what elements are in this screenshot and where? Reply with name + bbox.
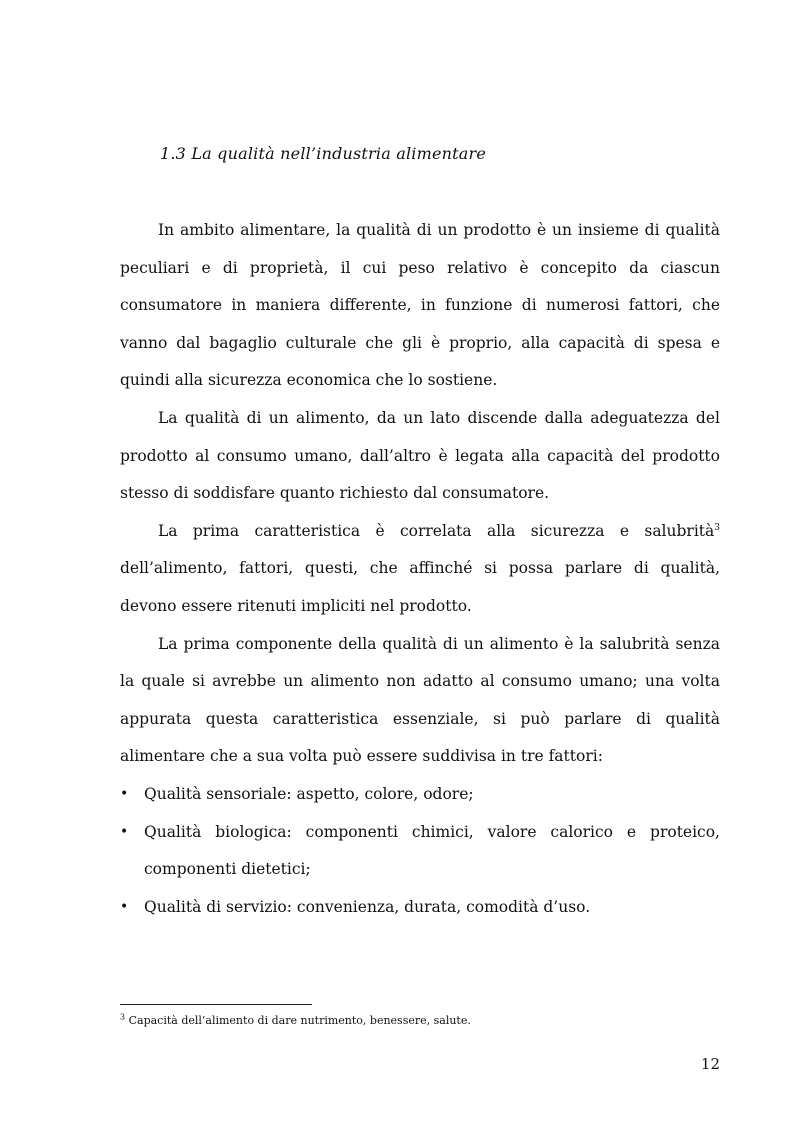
footnote-number: 3 <box>120 1012 126 1022</box>
footnote-divider <box>120 1004 312 1005</box>
bullet-icon: • <box>120 898 129 915</box>
body-text <box>120 212 720 926</box>
footnote-reference[interactable]: 3 <box>714 522 720 533</box>
paragraph-2: La qualità di un alimento, da un lato discende dalla adeguatezza del prodotto al consumo umano, dall’altro è legata alla capacità del prodotto stesso di soddisfare quanto richiesto dal consumatore. <box>120 408 720 503</box>
list-item-text: Qualità sensoriale: aspetto, colore, odore; <box>144 784 474 803</box>
list-item <box>120 889 720 927</box>
list-item-text: Qualità biologica: componenti chimici, valore calorico e proteico, componenti dietetici; <box>144 822 720 879</box>
list-item <box>120 776 720 814</box>
paragraph-3-text-before: La prima caratteristica è correlata alla sicurezza e salubrità <box>158 521 715 540</box>
paragraph-1: In ambito alimentare, la qualità di un prodotto è un insieme di qualità peculiari e di proprietà, il cui peso relativo è concepito da ciascun consumatore in maniera differente, in funzione di numerosi fattori, che vanno dal bagaglio culturale che gli è proprio, alla capacità di spesa e quindi alla sicurezza economica che lo sostiene. <box>120 221 720 390</box>
page-number: 12 <box>700 1055 720 1073</box>
list-item <box>120 814 720 889</box>
footnote-text: Capacità dell’alimento di dare nutrimento, benessere, salute. <box>125 1014 471 1027</box>
footnote <box>120 1013 720 1029</box>
paragraph-4: La prima componente della qualità di un alimento è la salubrità senza la quale si avrebbe un alimento non adatto al consumo umano; una volta appurata questa caratteristica essenziale, si può parlare di qualità alimentare che a sua volta può essere suddivisa in tre fattori: <box>120 634 720 766</box>
bullet-list <box>120 776 720 926</box>
list-item-text: Qualità di servizio: convenienza, durata, comodità d’uso. <box>144 897 591 916</box>
paragraph-3 <box>120 513 720 626</box>
bullet-icon: • <box>120 823 129 840</box>
paragraph-3-text-after: dell’alimento, fattori, questi, che affinché si possa parlare di qualità, devono essere ritenuti impliciti nel prodotto. <box>120 559 720 615</box>
bullet-icon: • <box>120 785 129 802</box>
section-title: 1.3 La qualità nell’industria alimentare <box>160 144 487 163</box>
